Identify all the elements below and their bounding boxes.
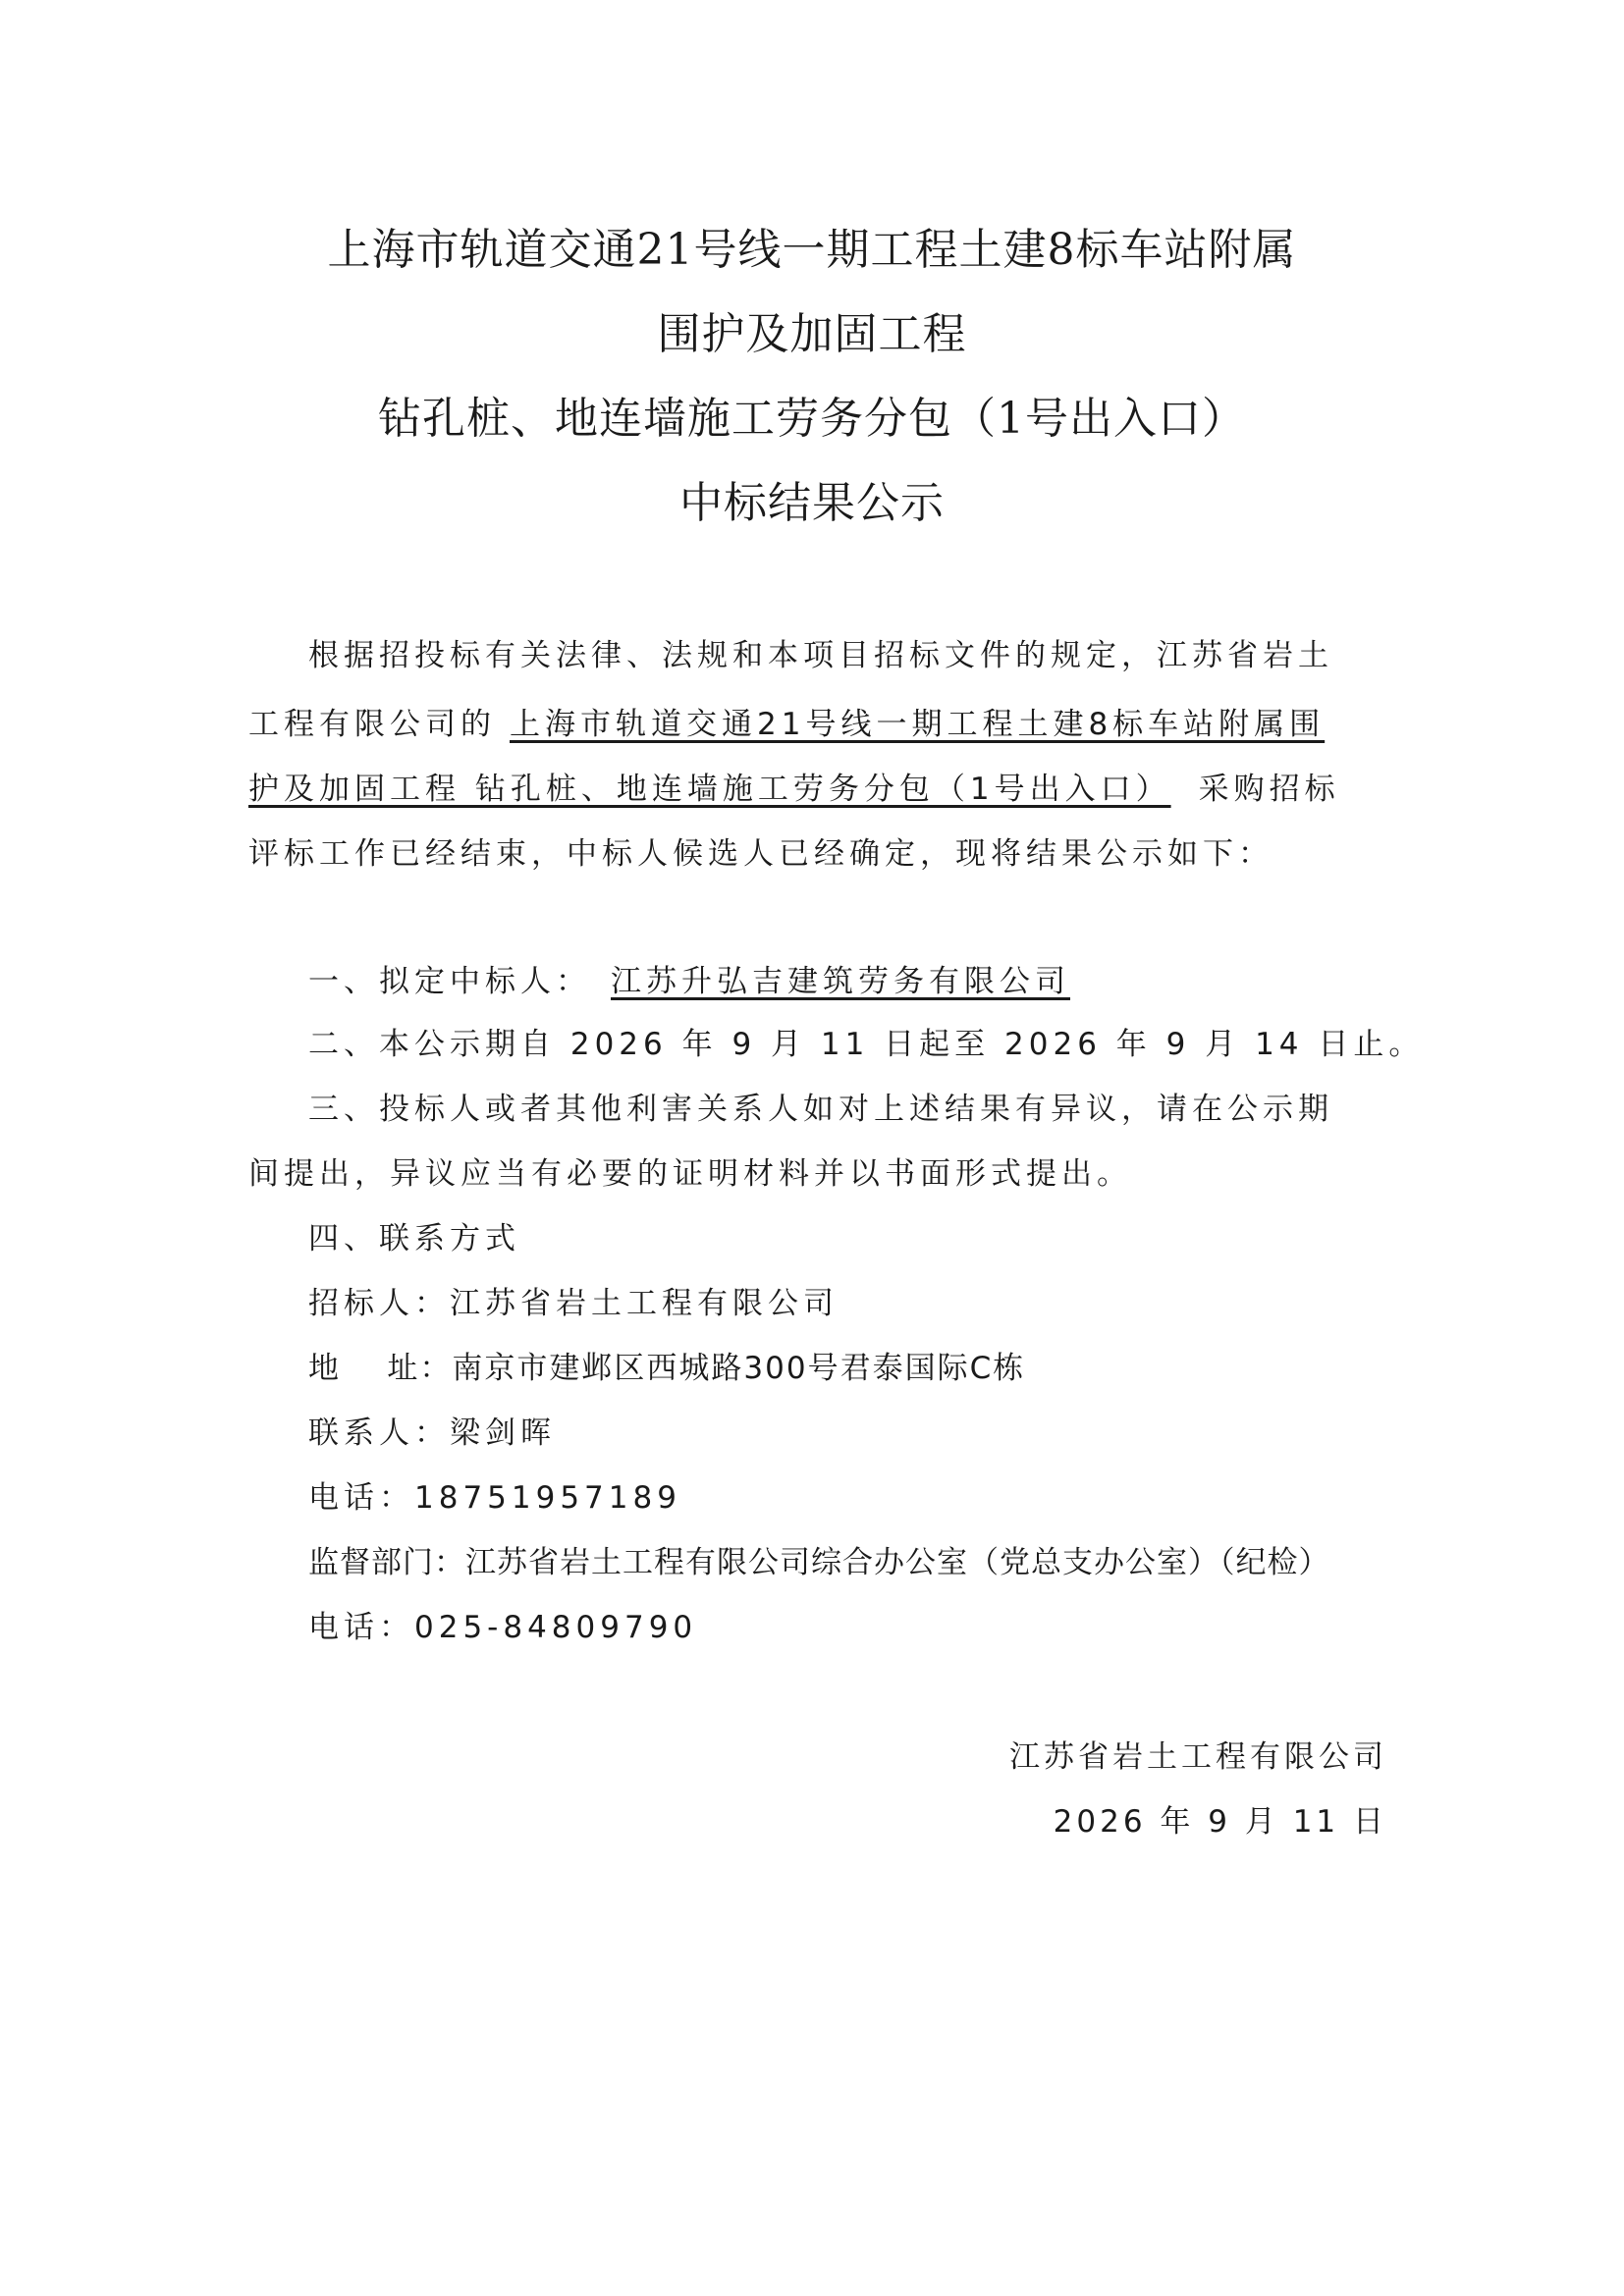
intro-line-2 [248,705,1387,744]
supervision-phone-line: 电话：025-84809790 [308,1610,698,1645]
title-line-2: 围护及加固工程 [657,309,967,359]
title-line-3: 钻孔桩、地连墙施工劳务分包（1号出入口） [378,394,1246,444]
contact-heading: 四、联系方式 [308,1221,520,1256]
intro-prefix: 工程有限公司的 [248,707,496,742]
tenderer-line: 招标人：江苏省岩土工程有限公司 [308,1286,839,1321]
winner-line [308,962,1447,1001]
period-line: 二、本公示期自 2026 年 9 月 11 日起至 2026 年 9 月 14 日止。 [308,1027,1425,1062]
intro-suffix: 采购招标 [1198,772,1340,807]
intro-line-4: 评标工作已经结束，中标人候选人已经确定，现将结果公示如下： [248,836,1273,872]
address-line: 地 址：南京市建邺区西城路300号君泰国际C栋 [308,1351,1026,1386]
signature-date: 2026 年 9 月 11 日 [1053,1804,1387,1840]
supervision-line: 监督部门：江苏省岩土工程有限公司综合办公室（党总支办公室）（纪检） [308,1545,1330,1580]
objection-line-1: 三、投标人或者其他利害关系人如对上述结果有异议，请在公示期 [308,1092,1333,1127]
project-name-part-2: 护及加固工程 钻孔桩、地连墙施工劳务分包（1号出入口） [248,772,1171,807]
signature-company: 江苏省岩土工程有限公司 [1009,1739,1387,1775]
title-line-4: 中标结果公示 [679,478,945,528]
phone-line: 电话：18751957189 [308,1480,681,1516]
title-line-1: 上海市轨道交通21号线一期工程土建8标车站附属 [327,225,1297,275]
winner-name: 江苏升弘吉建筑劳务有限公司 [611,964,1070,999]
intro-line-3 [248,770,1387,809]
contact-person-line: 联系人：梁剑晖 [308,1415,556,1451]
winner-label: 一、拟定中标人： [308,964,591,999]
objection-line-2: 间提出，异议应当有必要的证明材料并以书面形式提出。 [248,1156,1132,1192]
project-name-part-1: 上海市轨道交通21号线一期工程土建8标车站附属围 [510,707,1326,742]
intro-line-1: 根据招投标有关法律、法规和本项目招标文件的规定，江苏省岩土 [308,638,1333,673]
